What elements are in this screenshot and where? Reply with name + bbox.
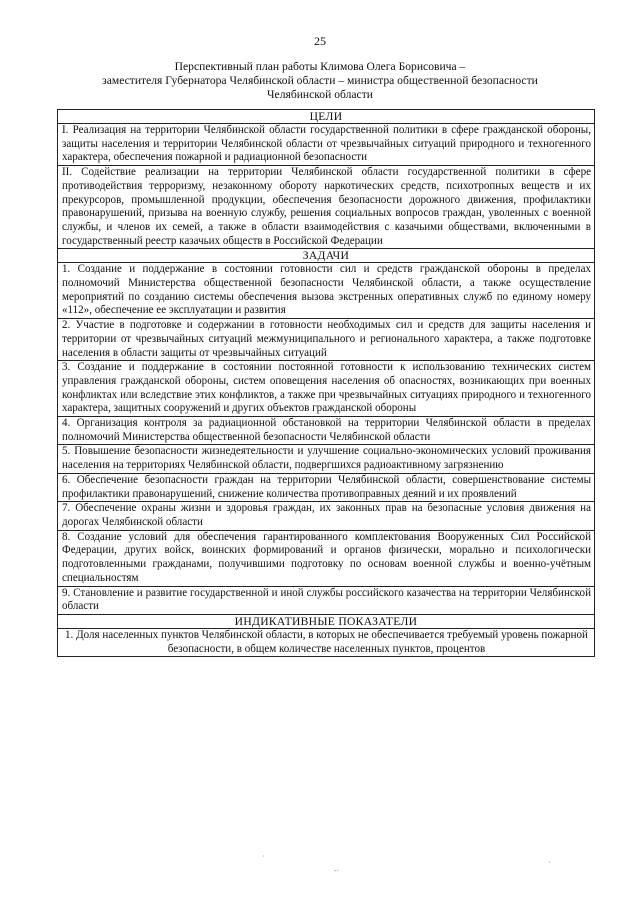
goal-1: I. Реализация на территории Челябинской области государственной политики в сфере гражданской обороны, защиты населения и территории Челябинской области от чрезвычайных ситуаций природного и техногенного характера, обеспечения пожарной и радиационной безопасности bbox=[58, 124, 595, 166]
title-line-3: Челябинской области bbox=[267, 88, 373, 101]
goals-header: ЦЕЛИ bbox=[58, 110, 595, 124]
table-row bbox=[58, 417, 595, 445]
task-1: 1. Создание и поддержание в состоянии готовности сил и средств гражданской обороны в пределах полномочий Министерства общественной безопасности Челябинской области, а также осуществление мероприятий по созданию системы обеспечения вызова экстренных оперативных служб по единому номеру «112», обеспечение ее эксплуатации и развития bbox=[58, 263, 595, 319]
table-row bbox=[58, 628, 595, 656]
task-3: 3. Создание и поддержание в состоянии постоянной готовности к использованию технических систем управления гражданской обороны, систем оповещения населения об опасностях, возникающих при военных конфликтах или вследствие этих конфликтов, а также при чрезвычайных ситуациях природного и техногенного характера, защитных сооружений и других объектов гражданской обороны bbox=[58, 361, 595, 417]
goal-2: II. Содействие реализации на территории Челябинской области государственной политики в сфере противодействия терроризму, незаконному обороту наркотических средств, психотропных веществ и их прекурсоров, промышленной продукции, обеспечения безопасности дорожного движения, профилактики правонарушений, призыва на военную службу, решения социальных вопросов граждан, уволенных с военной службы, и членов их семей, а также в области взаимодействия с казачьими обществами, включенными в государственный реестр казачьих обществ в Российской Федерации bbox=[58, 166, 595, 249]
task-5: 5. Повышение безопасности жизнедеятельности и улучшение социально-экономических условий проживания населения на территориях Челябинской области, подвергшихся радиоактивному загрязнению bbox=[58, 445, 595, 473]
page-title bbox=[40, 60, 600, 102]
scan-mark: · bbox=[548, 858, 551, 867]
table-row bbox=[58, 502, 595, 530]
indicators-header-row bbox=[58, 614, 595, 628]
table-row bbox=[58, 263, 595, 319]
table-row bbox=[58, 586, 595, 614]
title-line-2: заместителя Губернатора Челябинской области – министра общественной безопасности bbox=[102, 74, 538, 87]
tasks-header-row bbox=[58, 249, 595, 263]
page-number: 25 bbox=[314, 34, 326, 48]
table-row bbox=[58, 530, 595, 586]
indicator-1: 1. Доля населенных пунктов Челябинской области, в которых не обеспечивается требуемый уровень пожарной безопасности, в общем количестве населенных пунктов, процентов bbox=[58, 628, 595, 656]
task-6: 6. Обеспечение безопасности граждан на территории Челябинской области, совершенствование системы профилактики правонарушений, снижение количества противоправных деяний и их проявлений bbox=[58, 473, 595, 501]
scan-mark: -· bbox=[334, 866, 340, 875]
tasks-header: ЗАДАЧИ bbox=[58, 249, 595, 263]
task-2: 2. Участие в подготовке и содержании в готовности необходимых сил и средств для защиты населения и территории от чрезвычайных ситуаций межмуниципального и регионального характера, а также подготовке населения в области защиты от чрезвычайных ситуаций bbox=[58, 319, 595, 361]
task-9: 9. Становление и развитие государственной и иной службы российского казачества на территории Челябинской области bbox=[58, 586, 595, 614]
table-row bbox=[58, 473, 595, 501]
scan-mark: · bbox=[262, 852, 265, 861]
goals-header-row bbox=[58, 110, 595, 124]
table-row bbox=[58, 124, 595, 166]
plan-table bbox=[57, 109, 595, 657]
table-row bbox=[58, 361, 595, 417]
table-row bbox=[58, 445, 595, 473]
task-4: 4. Организация контроля за радиационной обстановкой на территории Челябинской области в пределах полномочий Министерства общественной безопасности Челябинской области bbox=[58, 417, 595, 445]
task-7: 7. Обеспечение охраны жизни и здоровья граждан, их законных прав на безопасные условия движения на дорогах Челябинской области bbox=[58, 502, 595, 530]
indicators-header: ИНДИКАТИВНЫЕ ПОКАЗАТЕЛИ bbox=[58, 614, 595, 628]
task-8: 8. Создание условий для обеспечения гарантированного комплектования Вооруженных Сил Российской Федерации, других войск, воинских формирований и органов физически, морально и психологически подготовленными гражданами, получившими подготовку по основам военной службы и военно-учётным специальностям bbox=[58, 530, 595, 586]
table-row bbox=[58, 166, 595, 249]
title-line-1: Перспективный план работы Климова Олега Борисовича – bbox=[174, 60, 466, 73]
table-row bbox=[58, 319, 595, 361]
